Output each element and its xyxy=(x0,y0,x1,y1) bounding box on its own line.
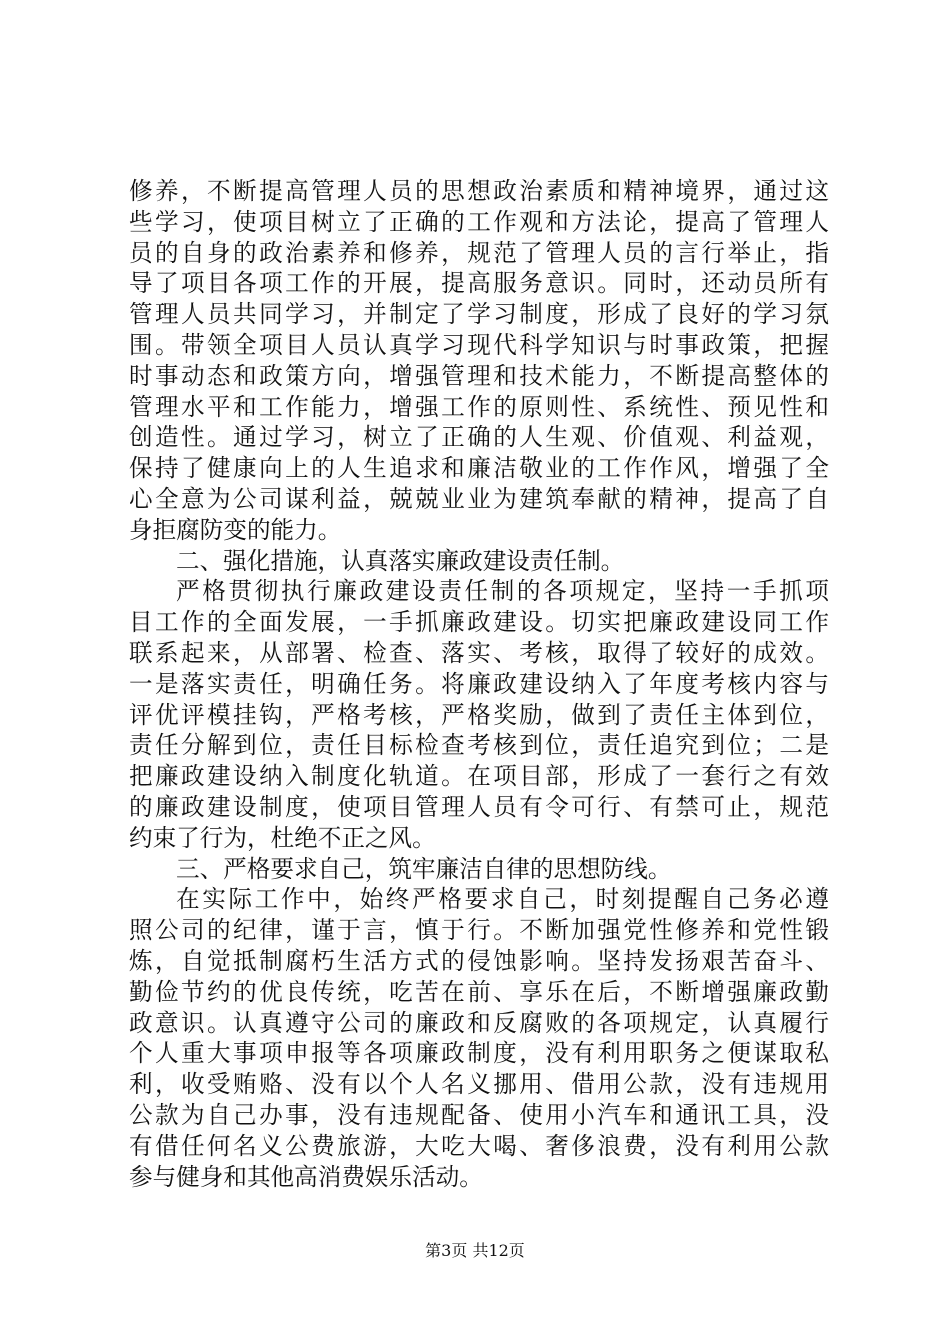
text-line: 身拒腐防变的能力。 xyxy=(129,515,342,544)
text-line: 勤俭节约的优良传统，吃苦在前、享乐在后，不断增强廉政勤 xyxy=(129,977,829,1006)
text-line: 评优评模挂钩，严格考核，严格奖励，做到了责任主体到位， xyxy=(129,700,829,729)
text-line: 参与健身和其他高消费娱乐活动。 xyxy=(129,1162,483,1191)
text-line: 管理水平和工作能力，增强工作的原则性、系统性、预见性和 xyxy=(129,392,829,421)
text-line: 些学习，使项目树立了正确的工作观和方法论，提高了管理人 xyxy=(129,207,829,236)
text-line: 严格贯彻执行廉政建设责任制的各项规定，坚持一手抓项 xyxy=(176,577,829,606)
text-line: 心全意为公司谋利益，兢兢业业为建筑奉献的精神，提高了自 xyxy=(129,484,829,513)
text-line: 的廉政建设制度，使项目管理人员有令可行、有禁可止，规范 xyxy=(129,792,829,821)
text-line: 有借任何名义公费旅游，大吃大喝、奢侈浪费，没有利用公款 xyxy=(129,1131,829,1160)
text-line: 时事动态和政策方向，增强管理和技术能力，不断提高整体的 xyxy=(129,361,829,390)
text-line: 联系起来，从部署、检查、落实、考核，取得了较好的成效。 xyxy=(129,638,829,667)
section-heading: 三、严格要求自己，筑牢廉洁自律的思想防线。 xyxy=(176,854,672,883)
text-line: 公款为自己办事，没有违规配备、使用小汽车和通讯工具，没 xyxy=(129,1100,829,1129)
text-line: 约束了行为，杜绝不正之风。 xyxy=(129,823,436,852)
text-line: 个人重大事项申报等各项廉政制度，没有利用职务之便谋取私 xyxy=(129,1039,829,1068)
section-heading: 二、强化措施，认真落实廉政建设责任制。 xyxy=(176,546,625,575)
text-line: 员的自身的政治素养和修养，规范了管理人员的言行举止，指 xyxy=(129,238,829,267)
document-body xyxy=(129,176,829,1192)
text-line: 围。带领全项目人员认真学习现代科学知识与时事政策，把握 xyxy=(129,330,829,359)
text-line: 一是落实责任，明确任务。将廉政建设纳入了年度考核内容与 xyxy=(129,669,829,698)
text-line: 导了项目各项工作的开展，提高服务意识。同时，还动员所有 xyxy=(129,269,829,298)
text-line: 把廉政建设纳入制度化轨道。在项目部，形成了一套行之有效 xyxy=(129,762,829,791)
text-line: 炼，自觉抵制腐朽生活方式的侵蚀影响。坚持发扬艰苦奋斗、 xyxy=(129,946,829,975)
page-number-footer: 第3页 共12页 xyxy=(425,1241,525,1260)
text-line: 修养，不断提高管理人员的思想政治素质和精神境界，通过这 xyxy=(129,177,829,205)
text-line: 照公司的纪律，谨于言，慎于行。不断加强党性修养和党性锻 xyxy=(129,916,829,945)
text-line: 在实际工作中，始终严格要求自己，时刻提醒自己务必遵 xyxy=(176,885,829,914)
text-line: 政意识。认真遵守公司的廉政和反腐败的各项规定，认真履行 xyxy=(129,1008,829,1037)
text-line: 利，收受贿赂、没有以个人名义挪用、借用公款，没有违规用 xyxy=(129,1070,829,1099)
text-line: 创造性。通过学习，树立了正确的人生观、价值观、利益观， xyxy=(129,423,829,452)
text-line: 目工作的全面发展，一手抓廉政建设。切实把廉政建设同工作 xyxy=(129,608,829,637)
text-line: 管理人员共同学习，并制定了学习制度，形成了良好的学习氛 xyxy=(129,300,829,329)
text-line: 责任分解到位，责任目标检查考核到位，责任追究到位；二是 xyxy=(129,731,829,760)
text-line: 保持了健康向上的人生追求和廉洁敬业的工作作风，增强了全 xyxy=(129,454,829,483)
